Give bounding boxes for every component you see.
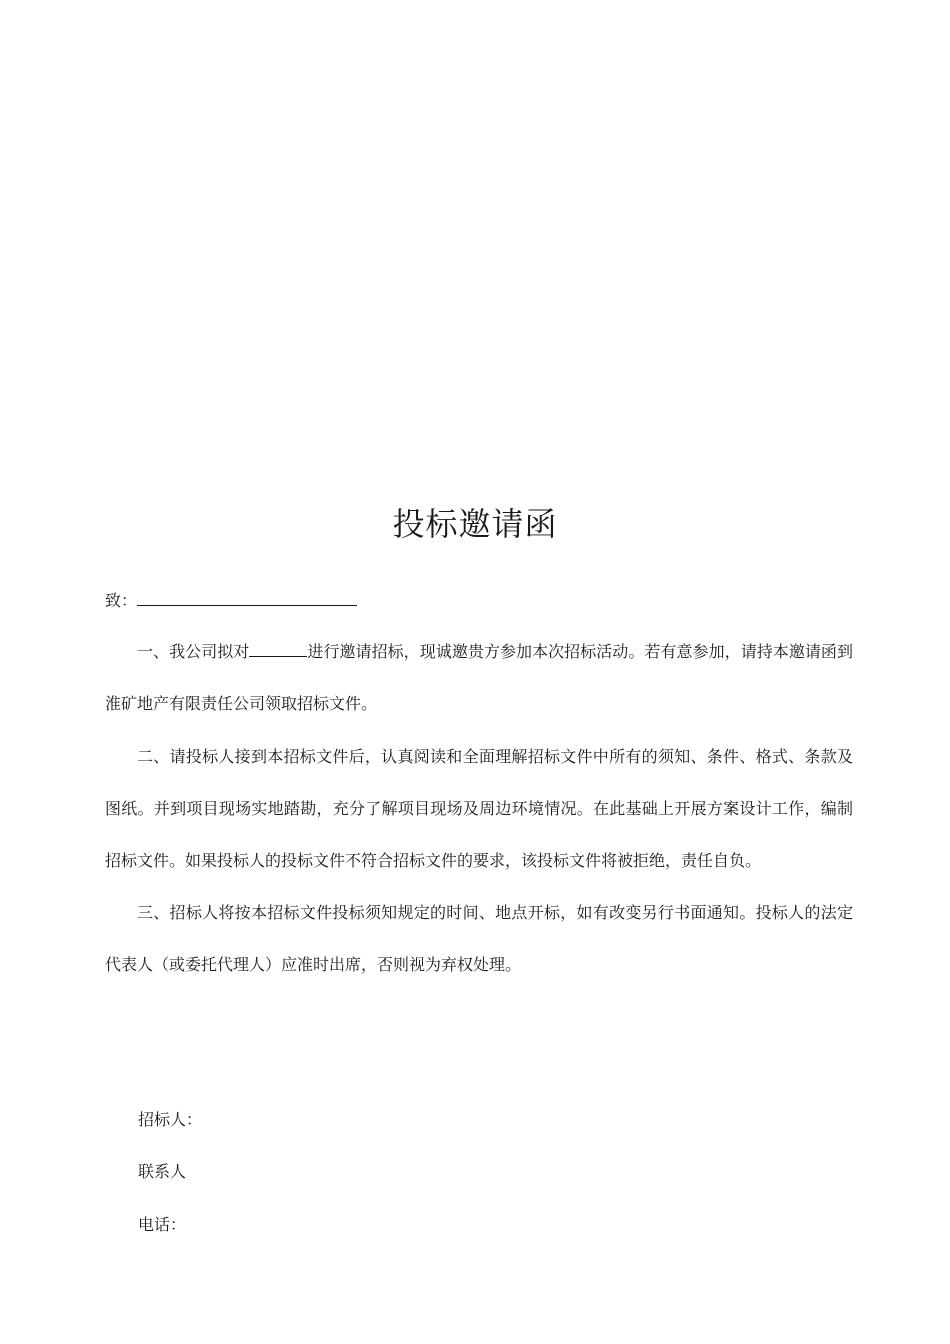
paragraph-2: 二、请投标人接到本招标文件后，认真阅读和全面理解招标文件中所有的须知、条件、格式、条款及图纸。并到项目现场实地踏勘，充分了解项目现场及周边环境情况。在此基础上开展方案设计工作，编制招标文件。如果投标人的投标文件不符合招标文件的要求，该投标文件将被拒绝，责任自负。 bbox=[105, 747, 853, 870]
contact-label: 联系人 bbox=[138, 1162, 187, 1181]
phone-label: 电话： bbox=[138, 1215, 187, 1234]
paragraph-1-part-2: 进行邀请招标，现诚邀贵方参加本次招标活动。若有意参加，请持本邀请函到淮矿地产有限责任公司领取招标文件。 bbox=[105, 642, 853, 713]
document-title: 投标邀请函 bbox=[392, 505, 558, 543]
project-name-blank bbox=[249, 639, 307, 657]
recipient-label: 致： bbox=[105, 591, 138, 610]
paragraph-1 bbox=[105, 626, 853, 730]
tenderer-label: 招标人： bbox=[138, 1110, 203, 1129]
recipient-line bbox=[105, 588, 357, 613]
paragraph-1-part-1: 一、我公司拟对 bbox=[137, 642, 250, 661]
recipient-blank bbox=[137, 588, 357, 606]
paragraph-3: 三、招标人将按本招标文件投标须知规定的时间、地点开标，如有改变另行书面通知。投标人的法定代表人（或委托代理人）应准时出席，否则视为弃权处理。 bbox=[105, 903, 853, 974]
